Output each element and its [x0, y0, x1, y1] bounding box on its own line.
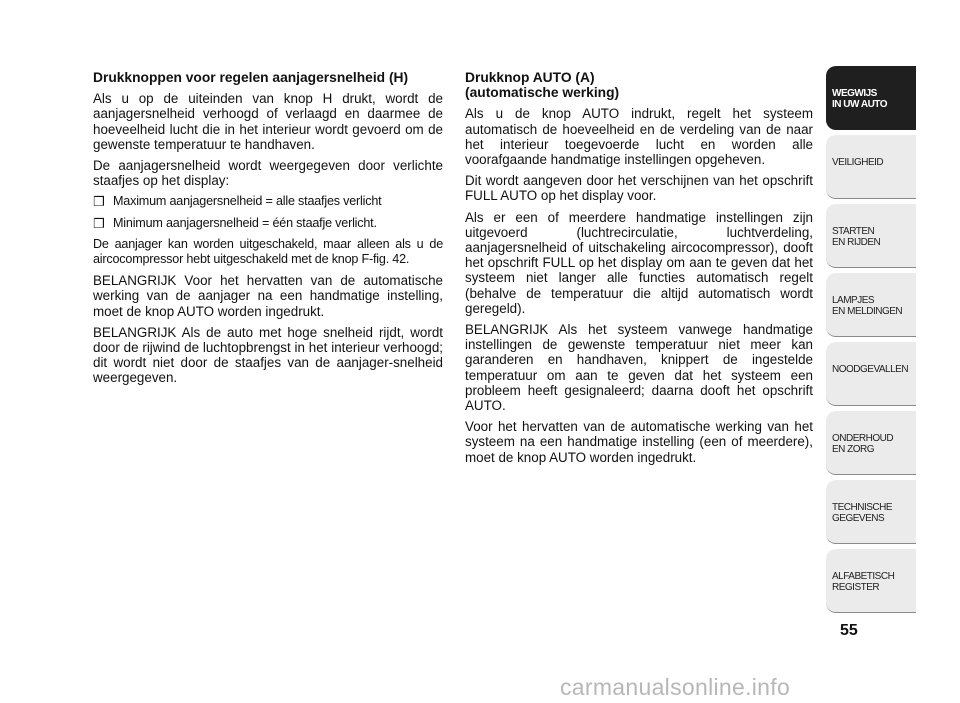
- right-column: [465, 70, 813, 471]
- paragraph: BELANGRIJK Als het systeem vanwege handmatige instellingen de gewenste temperatuur niet meer kan garanderen en handhaven, knippert de ingestelde temperatuur om aan te geven dat het systeem een probleem heeft gesignaleerd; daarna dooft het opschrift AUTO.: [465, 322, 813, 414]
- paragraph: De aanjagersnelheid wordt weergegeven door verlichte staafjes op het display:: [93, 158, 443, 189]
- tab-label: TECHNISCHE: [832, 502, 893, 513]
- tab-label: REGISTER: [832, 582, 880, 593]
- tab-label: ONDERHOUD: [832, 433, 894, 444]
- chapter-tab-noodgevallen[interactable]: [826, 342, 916, 406]
- tab-label: STARTEN: [832, 226, 875, 237]
- paragraph: BELANGRIJK Voor het hervatten van de automatische werking van de aanjager na een handmatige instelling, moet de knop AUTO worden ingedrukt.: [93, 273, 443, 319]
- tab-label: ALFABETISCH: [832, 571, 895, 582]
- list-item: [93, 194, 443, 209]
- chapter-tab-veiligheid[interactable]: [826, 135, 916, 199]
- chapter-tab-starten[interactable]: [826, 204, 916, 268]
- tab-label: IN UW AUTO: [832, 99, 887, 110]
- paragraph: Als u de knop AUTO indrukt, regelt het systeem automatisch de hoeveelheid en de verdeling van de naar het interieur toegevoerde lucht en worden alle voorafgaande handmatige instellingen opgeheven.: [465, 106, 813, 168]
- heading-line: Drukknop AUTO (A): [465, 70, 595, 85]
- tab-label: GEGEVENS: [832, 513, 885, 524]
- paragraph: De aanjager kan worden uitgeschakeld, maar alleen als u de aircocompressor hebt uitgeschakeld met de knop F-fig. 42.: [93, 236, 443, 267]
- tab-label: EN RIJDEN: [832, 237, 881, 248]
- left-column: [93, 70, 443, 392]
- paragraph: BELANGRIJK Als de auto met hoge snelheid rijdt, wordt door de rijwind de luchtopbrengst in het interieur verhoogd; dit wordt niet door de staafjes van de aanjager-snelheid weergegeven.: [93, 324, 443, 386]
- paragraph: Als er een of meerdere handmatige instellingen zijn uitgevoerd (luchtrecirculatie, luchtverdeling, aanjagersnelheid of uitschakeling aircocompressor), dooft het opschrift FULL op het display om aan te geven dat het systeem niet langer alle functies automatisch regelt (behalve de temperatuur die altijd automatisch wordt geregeld).: [465, 209, 813, 316]
- chapter-tab-lampjes[interactable]: [826, 273, 916, 337]
- paragraph: Als u op de uiteinden van knop H drukt, wordt de aanjagersnelheid verhoogd of verlaagd en daarmee de hoeveelheid lucht die in het interieur wordt gevoerd om de gewenste temperatuur te handhaven.: [93, 91, 443, 152]
- chapter-tab-wegwijs[interactable]: [826, 66, 916, 130]
- list-item: [93, 216, 443, 231]
- chapter-tab-technische-gegevens[interactable]: [826, 480, 916, 544]
- checkbox-bullet-icon: ❒: [93, 215, 105, 231]
- chapter-tab-alfabetisch-register[interactable]: [826, 549, 916, 613]
- tab-label: EN ZORG: [832, 444, 875, 455]
- tab-label: LAMPJES: [832, 295, 875, 306]
- list-item-text: Minimum aanjagersnelheid = één staafje verlicht.: [113, 215, 377, 230]
- section-heading-auto: [465, 70, 813, 100]
- heading-line: (automatische werking): [465, 85, 620, 101]
- watermark: carmanualsonline.info: [560, 674, 791, 700]
- tab-label: NOODGEVALLEN: [832, 364, 909, 375]
- page-number: 55: [840, 622, 858, 639]
- paragraph: Dit wordt aangeven door het verschijnen van het opschrift FULL AUTO op het display voor.: [465, 173, 813, 204]
- tab-label: VEILIGHEID: [832, 157, 884, 168]
- tab-label: EN MELDINGEN: [832, 306, 903, 317]
- list-item-text: Maximum aanjagersnelheid = alle staafjes verlicht: [113, 194, 382, 209]
- checkbox-bullet-icon: ❒: [93, 194, 105, 210]
- paragraph: Voor het hervatten van de automatische werking van het systeem na een handmatige instelling (een of meerdere), moet de knop AUTO worden ingedrukt.: [465, 419, 813, 465]
- tab-label: WEGWIJS: [832, 88, 877, 99]
- section-heading-fan-speed: Drukknoppen voor regelen aanjagersnelheid (H): [93, 70, 409, 85]
- chapter-tab-onderhoud[interactable]: [826, 411, 916, 475]
